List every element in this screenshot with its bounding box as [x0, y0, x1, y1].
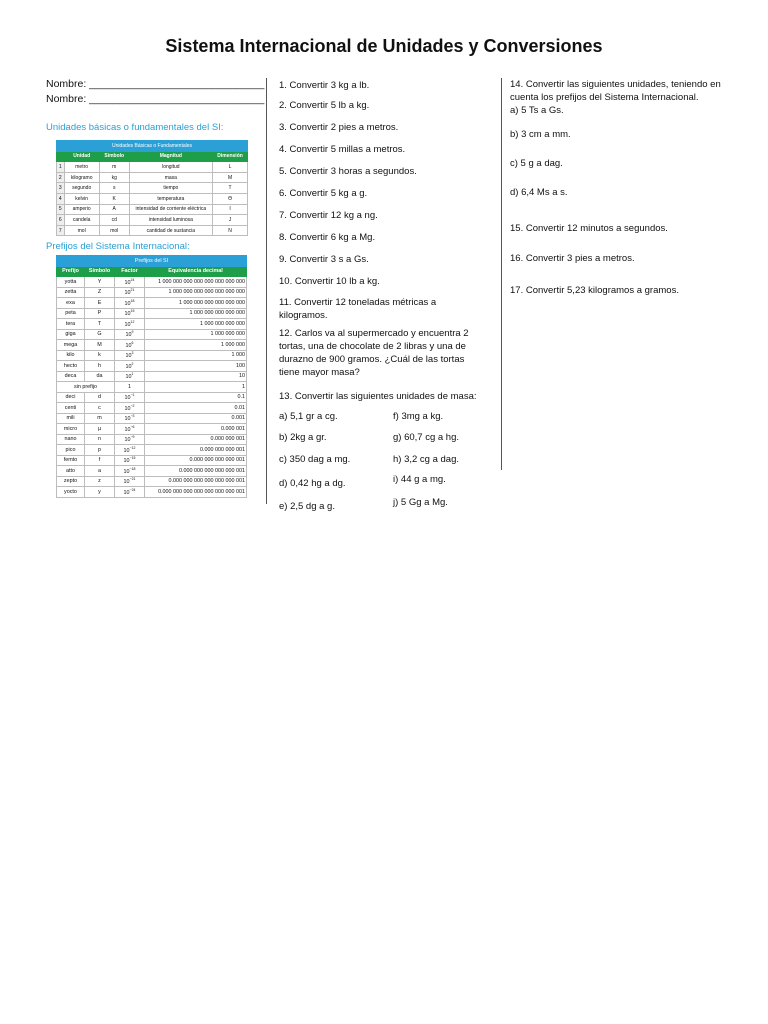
table-cell: $10^{18}$: [115, 298, 145, 309]
table-cell: 1: [115, 382, 145, 393]
col-header: Símbolo: [99, 151, 129, 162]
table-cell: $10^{24}$: [115, 277, 145, 288]
table-cell: 0.000 000 000 001: [145, 445, 247, 456]
table-cell: tera: [57, 319, 85, 330]
table-row: [57, 277, 247, 288]
mass-item-a: a) 5,1 gr a cg.: [279, 411, 338, 422]
page-title: Sistema Internacional de Unidades y Conversiones: [165, 36, 603, 56]
table-row: [57, 350, 247, 361]
table-cell: M: [85, 340, 115, 351]
table-cell: 1 000 000: [145, 340, 247, 351]
table-cell: [57, 151, 65, 162]
table-cell: 1 000 000 000 000 000 000: [145, 298, 247, 309]
table-cell: 4: [57, 193, 65, 204]
table-cell: 1 000 000 000 000 000 000 000: [145, 287, 247, 298]
table-cell: E: [85, 298, 115, 309]
table-cell: P: [85, 308, 115, 319]
table-cell: $10^{-24}$: [115, 487, 145, 498]
table-cell: Y: [85, 277, 115, 288]
basic-units-heading: Unidades básicas o fundamentales del SI:: [46, 122, 224, 133]
mass-item-b: b) 2kg a gr.: [279, 432, 327, 443]
table-cell: da: [85, 371, 115, 382]
table-cell: longitud: [129, 162, 212, 173]
table-cell: $10^{-1}$: [115, 392, 145, 403]
table-cell: yotta: [57, 277, 85, 288]
table-cell: $10^{12}$: [115, 319, 145, 330]
col-header: Equivalencia decimal: [145, 266, 247, 277]
table-cell: 10: [145, 371, 247, 382]
question-15: 15. Convertir 12 minutos a segundos.: [510, 223, 668, 234]
table-cell: J: [213, 215, 248, 226]
col-header: Dimensión: [213, 151, 248, 162]
table-cell: a: [85, 466, 115, 477]
table-cell: $10^{-21}$: [115, 476, 145, 487]
prefix-heading: Prefijos del Sistema Internacional:: [46, 241, 190, 252]
table-cell: $10^{-6}$: [115, 424, 145, 435]
table-cell: $10^9$: [115, 329, 145, 340]
table-cell: T: [213, 183, 248, 194]
name-line-2[interactable]: Nombre: ______________________________: [46, 93, 265, 105]
table-cell: s: [99, 183, 129, 194]
table-cell: $10^{-2}$: [115, 403, 145, 414]
table-cell: 1: [57, 162, 65, 173]
q14-item-d: d) 6,4 Ms a s.: [510, 187, 568, 198]
table-cell: peta: [57, 308, 85, 319]
table-cell: yocto: [57, 487, 85, 498]
question-5: 5. Convertir 3 horas a segundos.: [279, 166, 417, 177]
question-14: 14. Convertir las siguientes unidades, teniendo en cuenta los prefijos del Sistema Internacional.: [510, 79, 721, 103]
col-header: Factor: [115, 266, 145, 277]
table-cell: nano: [57, 434, 85, 445]
table-row: [57, 183, 248, 194]
table-row: [57, 340, 247, 351]
table-row: [57, 329, 247, 340]
table-cell: K: [99, 193, 129, 204]
table-cell: n: [85, 434, 115, 445]
table-row: [57, 424, 247, 435]
table-cell: 1 000 000 000 000 000: [145, 308, 247, 319]
table-row: [57, 193, 248, 204]
table-cell: $10^{-9}$: [115, 434, 145, 445]
table-cell: giga: [57, 329, 85, 340]
name-line-1[interactable]: Nombre: ______________________________: [46, 78, 265, 90]
table-cell: $10^{21}$: [115, 287, 145, 298]
table-cell: exa: [57, 298, 85, 309]
table-cell: I: [213, 204, 248, 215]
column-divider-right: [501, 78, 502, 470]
table-cell: atto: [57, 466, 85, 477]
table-cell: zetta: [57, 287, 85, 298]
table-cell: 2: [57, 172, 65, 183]
table-cell: 6: [57, 215, 65, 226]
q14-item-a: a) 5 Ts a Gs.: [510, 105, 564, 116]
question-13: 13. Convertir las siguientes unidades de masa:: [279, 391, 477, 402]
basic-units-table: [56, 140, 248, 236]
table-cell: Z: [85, 287, 115, 298]
mass-item-h: h) 3,2 cg a dag.: [393, 454, 460, 465]
table-cell: z: [85, 476, 115, 487]
table-row: [57, 361, 247, 372]
mass-item-c: c) 350 dag a mg.: [279, 454, 351, 465]
table-cell: $10^{15}$: [115, 308, 145, 319]
table-cell: $10^{-12}$: [115, 445, 145, 456]
table-cell: hecto: [57, 361, 85, 372]
table-cell: 100: [145, 361, 247, 372]
table-row: [57, 371, 247, 382]
table-row: [57, 403, 247, 414]
table-cell: kelvin: [64, 193, 99, 204]
table-row: [57, 413, 247, 424]
table-caption: Prefijos del SI: [57, 256, 247, 267]
col-header: Magnitud: [129, 151, 212, 162]
question-7: 7. Convertir 12 kg a ng.: [279, 210, 378, 221]
question-12: 12. Carlos va al supermercado y encuentra 2 tortas, una de chocolate de 2 libras y una de durazno de 900 gramos. ¿Cuál de las tortas tiene mayor masa?: [279, 328, 469, 378]
table-cell: mili: [57, 413, 85, 424]
table-cell: kg: [99, 172, 129, 183]
table-cell: h: [85, 361, 115, 372]
table-cell: G: [85, 329, 115, 340]
table-cell: T: [85, 319, 115, 330]
table-row: [57, 445, 247, 456]
table-cell: micro: [57, 424, 85, 435]
q14-item-b: b) 3 cm a mm.: [510, 129, 571, 140]
table-cell: L: [213, 162, 248, 173]
col-header: Símbolo: [85, 266, 115, 277]
table-cell: candela: [64, 215, 99, 226]
table-cell: $10^3$: [115, 350, 145, 361]
question-4: 4. Convertir 5 millas a metros.: [279, 144, 406, 155]
table-cell: 0.000 000 000 000 000 000 000 001: [145, 487, 247, 498]
table-cell: deci: [57, 392, 85, 403]
table-cell: zepto: [57, 476, 85, 487]
question-3: 3. Convertir 2 pies a metros.: [279, 122, 399, 133]
table-cell: $10^{-3}$: [115, 413, 145, 424]
table-cell: A: [99, 204, 129, 215]
table-cell: 0.000 000 001: [145, 434, 247, 445]
mass-item-e: e) 2,5 dg a g.: [279, 501, 335, 512]
table-cell: 0.000 001: [145, 424, 247, 435]
table-cell: 7: [57, 225, 65, 236]
table-cell: masa: [129, 172, 212, 183]
table-cell: cantidad de sustancia: [129, 225, 212, 236]
table-cell: µ: [85, 424, 115, 435]
table-caption: Unidades Básicas o Fundamentales: [57, 141, 248, 152]
question-10: 10. Convertir 10 lb a kg.: [279, 276, 380, 287]
table-row: [57, 204, 248, 215]
mass-item-f: f) 3mg a kg.: [393, 411, 444, 422]
table-cell: 0.000 000 000 000 000 000 001: [145, 476, 247, 487]
table-cell: mol: [64, 225, 99, 236]
table-cell: d: [85, 392, 115, 403]
table-row: [57, 476, 247, 487]
table-cell: c: [85, 403, 115, 414]
table-row: [57, 392, 247, 403]
table-cell: mega: [57, 340, 85, 351]
table-cell: 1 000: [145, 350, 247, 361]
prefix-table: [56, 255, 247, 498]
table-row: [57, 298, 247, 309]
table-row: [57, 434, 247, 445]
table-row: [57, 308, 247, 319]
mass-item-g: g) 60,7 cg a hg.: [393, 432, 460, 443]
table-row: [57, 466, 247, 477]
question-11: 11. Convertir 12 toneladas métricas a kilogramos.: [279, 297, 437, 321]
table-cell: $10^{-15}$: [115, 455, 145, 466]
table-cell: deca: [57, 371, 85, 382]
table-cell: 1 000 000 000 000 000 000 000 000: [145, 277, 247, 288]
table-cell: sin prefijo: [57, 382, 115, 393]
table-cell: M: [213, 172, 248, 183]
table-cell: 1 000 000 000: [145, 329, 247, 340]
table-cell: kilogramo: [64, 172, 99, 183]
table-cell: 5: [57, 204, 65, 215]
table-cell: 3: [57, 183, 65, 194]
question-16: 16. Convertir 3 pies a metros.: [510, 253, 635, 264]
table-cell: $10^{-18}$: [115, 466, 145, 477]
question-17: 17. Convertir 5,23 kilogramos a gramos.: [510, 285, 679, 296]
col-header: Unidad: [64, 151, 99, 162]
q14-item-c: c) 5 g a dag.: [510, 158, 563, 169]
table-row: [57, 215, 248, 226]
table-row: [57, 172, 248, 183]
table-cell: 1 000 000 000 000: [145, 319, 247, 330]
table-cell: f: [85, 455, 115, 466]
mass-item-d: d) 0,42 hg a dg.: [279, 478, 346, 489]
table-cell: intensidad de corriente eléctrica: [129, 204, 212, 215]
table-cell: temperatura: [129, 193, 212, 204]
table-row: [57, 287, 247, 298]
mass-item-i: i) 44 g a mg.: [393, 474, 446, 485]
table-cell: 1: [145, 382, 247, 393]
table-cell: 0.001: [145, 413, 247, 424]
mass-item-j: j) 5 Gg a Mg.: [393, 497, 448, 508]
table-cell: tiempo: [129, 183, 212, 194]
question-9: 9. Convertir 3 s a Gs.: [279, 254, 369, 265]
table-cell: intensidad luminosa: [129, 215, 212, 226]
question-1: 1. Convertir 3 kg a lb.: [279, 80, 370, 91]
table-row: [57, 455, 247, 466]
table-cell: k: [85, 350, 115, 361]
table-cell: $10^6$: [115, 340, 145, 351]
table-cell: mol: [99, 225, 129, 236]
question-2: 2. Convertir 5 lb a kg.: [279, 100, 370, 111]
table-cell: $10^2$: [115, 361, 145, 372]
table-cell: 0.1: [145, 392, 247, 403]
question-8: 8. Convertir 6 kg a Mg.: [279, 232, 376, 243]
table-cell: cd: [99, 215, 129, 226]
table-cell: pico: [57, 445, 85, 456]
table-cell: N: [213, 225, 248, 236]
table-cell: metro: [64, 162, 99, 173]
table-row: [57, 225, 248, 236]
table-cell: Θ: [213, 193, 248, 204]
table-cell: m: [85, 413, 115, 424]
column-divider-left: [266, 78, 267, 504]
table-cell: segundo: [64, 183, 99, 194]
table-cell: 0.000 000 000 000 001: [145, 455, 247, 466]
table-cell: femto: [57, 455, 85, 466]
table-cell: $10^1$: [115, 371, 145, 382]
table-cell: y: [85, 487, 115, 498]
table-cell: m: [99, 162, 129, 173]
question-6: 6. Convertir 5 kg a g.: [279, 188, 368, 199]
table-row: [57, 382, 247, 393]
table-row: [57, 319, 247, 330]
table-cell: 0.000 000 000 000 000 001: [145, 466, 247, 477]
table-cell: p: [85, 445, 115, 456]
table-cell: 0.01: [145, 403, 247, 414]
table-row: [57, 487, 247, 498]
col-header: Prefijo: [57, 266, 85, 277]
table-cell: kilo: [57, 350, 85, 361]
table-cell: amperio: [64, 204, 99, 215]
table-cell: centi: [57, 403, 85, 414]
table-row: [57, 162, 248, 173]
